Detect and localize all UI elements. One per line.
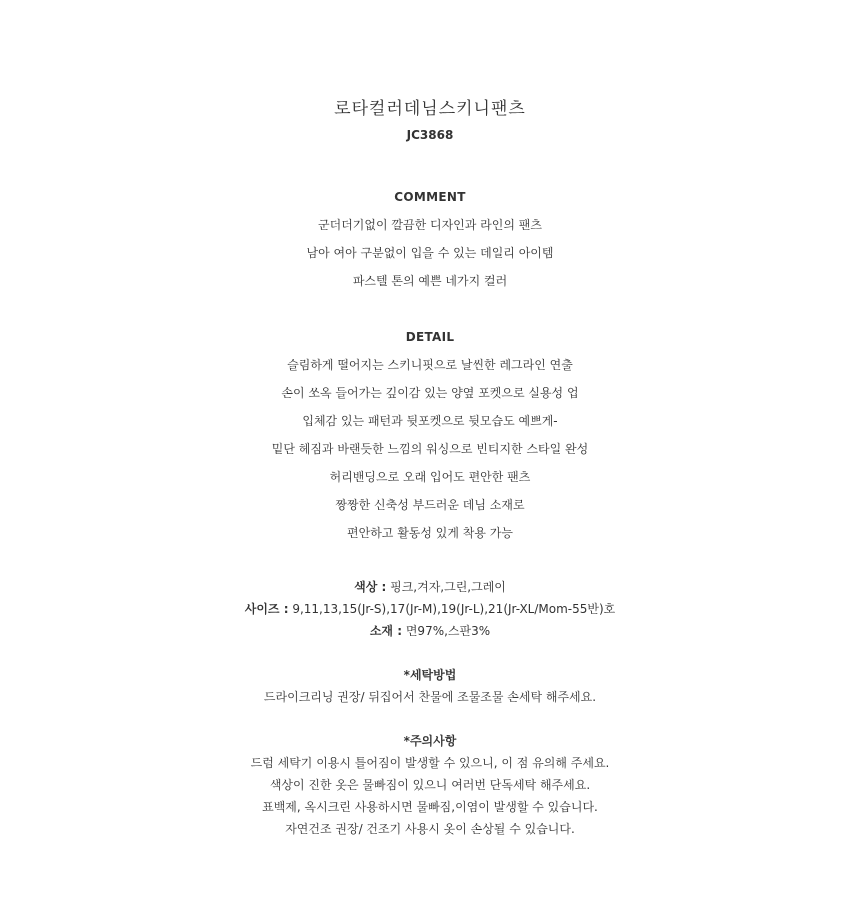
spec-color: [0, 579, 860, 595]
caution-line: 색상이 진한 옷은 물빠짐이 있으니 여러번 단독세탁 해주세요.: [269, 778, 591, 792]
spec-size-value: 9,11,13,15(Jr-S),17(Jr-M),19(Jr-L),21(Jr-XL/Mom-55반)호: [292, 602, 616, 616]
detail-line: 입체감 있는 패턴과 뒷포켓으로 뒷모습도 예쁘게-: [302, 414, 558, 428]
washing-title: *세탁방법: [403, 668, 457, 682]
product-name: 로타컬러데님스키니팬츠: [334, 99, 526, 119]
comment-line: 남아 여아 구분없이 입을 수 있는 데일리 아이템: [306, 246, 554, 260]
detail-line: 밑단 헤짐과 바랜듯한 느낌의 워싱으로 빈티지한 스타일 완성: [271, 442, 589, 456]
detail-title: DETAIL: [405, 330, 455, 344]
spec-size: [0, 601, 860, 617]
caution-line: 드럼 세탁기 이용시 틀어짐이 발생할 수 있으니, 이 점 유의해 주세요.: [250, 756, 610, 770]
spec-color-value: 핑크,겨자,그린,그레이: [390, 580, 506, 594]
product-code: JC3868: [406, 128, 454, 142]
spec-material: [0, 623, 860, 639]
spec-material-label: 소재 :: [369, 624, 403, 638]
spec-color-label: 색상 :: [354, 580, 387, 594]
washing-line: 드라이크리닝 권장/ 뒤집어서 찬물에 조물조물 손세탁 해주세요.: [263, 690, 597, 704]
detail-line: 슬림하게 떨어지는 스키니핏으로 날씬한 레그라인 연출: [287, 358, 573, 372]
detail-line: 짱짱한 신축성 부드러운 데님 소재로: [335, 498, 525, 512]
comment-title: COMMENT: [394, 190, 466, 204]
caution-line: 자연건조 권장/ 건조기 사용시 옷이 손상될 수 있습니다.: [285, 822, 575, 836]
spec-size-label: 사이즈 :: [244, 602, 289, 616]
comment-line: 파스텔 톤의 예쁜 네가지 컬러: [352, 274, 508, 288]
detail-line: 편안하고 활동성 있게 착용 가능: [347, 526, 513, 540]
caution-title: *주의사항: [403, 734, 457, 748]
detail-line: 허리밴딩으로 오래 입어도 편안한 팬츠: [329, 470, 531, 484]
caution-line: 표백제, 옥시크린 사용하시면 물빠짐,이염이 발생할 수 있습니다.: [262, 800, 598, 814]
detail-line: 손이 쏘옥 들어가는 깊이감 있는 양옆 포켓으로 실용성 업: [281, 386, 579, 400]
comment-line: 군더더기없이 깔끔한 디자인과 라인의 팬츠: [318, 218, 542, 232]
spec-material-value: 면97%,스판3%: [405, 624, 491, 638]
